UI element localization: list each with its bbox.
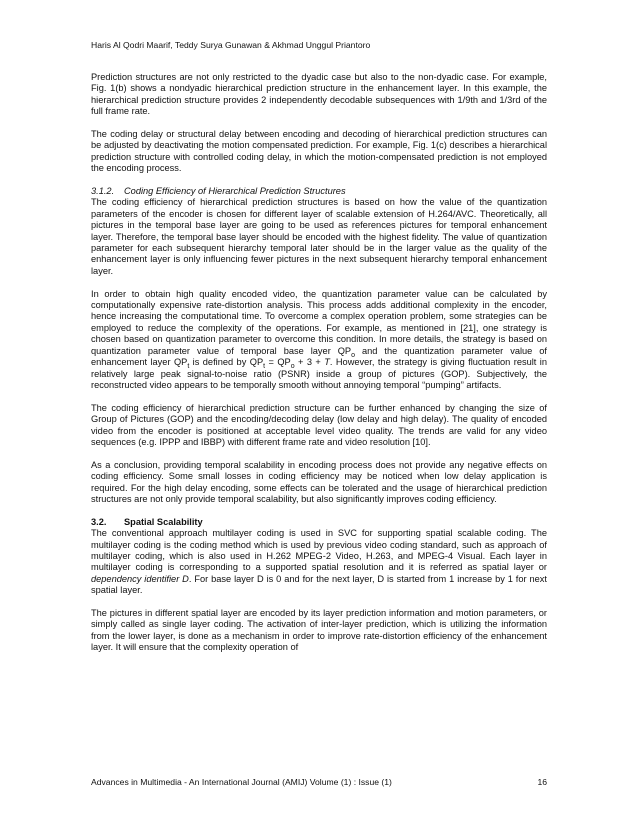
page-number: 16 — [537, 777, 547, 787]
body-text — [91, 72, 547, 654]
document-page — [91, 0, 547, 826]
paragraph-multilayer — [91, 528, 547, 596]
paragraph-coding-efficiency: The coding efficiency of hierarchical prediction structures is based on how the value of the quantization parameters of the encoder is chosen for different layer of scalable extension of H.264/AVC. Theoretically, all pictures in the temporal base layer are going to be used as references pictures for temporal enhancement layer. Therefore, the temporal base layer should be encoded with the highest fidelity. The value of quantization parameter for each subsequent hierarchy temporal later should be in the larger value as the quality of the enhancement layer is only influencing fewer pictures in the next subsequent hierarchy temporal enhancement layer. — [91, 197, 547, 276]
subsection-number: 3.1.2. — [91, 186, 115, 197]
section-heading-3-2 — [91, 517, 547, 528]
running-footer — [91, 777, 547, 787]
subsection-title: Coding Efficiency of Hierarchical Prediction Structures — [124, 186, 346, 197]
italic-variable-t: T — [324, 357, 330, 368]
subscript-t: t — [187, 362, 190, 370]
paragraph-nondyadic: Prediction structures are not only restricted to the dyadic case but also to the non-dyadic case. For example, Fig. 1(b) shows a nondyadic hierarchical prediction structure in the enhancement layer. In this example, the hierarchical prediction structure provides 2 independently decodable subsequences with 1/9th and 1/3rd of the full frame rate. — [91, 72, 547, 117]
subsection-heading-3-1-2 — [91, 186, 547, 197]
subscript-t: t — [263, 362, 266, 370]
text-run: In order to obtain high quality encoded video, the quantization parameter value can be calculated by computationally expensive rate-distortion analysis. This process adds additional complexity in the encoder, hence increasing the computational time. To overcome a complex operation problem, some strategies can be employed to reduce the complexity of the operations. For example, as mentioned in [21], one strategy is chosen based on quantization parameter to overcome this condition. In more details, the strategy is based on quantization parameter value of temporal base layer QP — [91, 288, 547, 356]
subscript-o: o — [351, 351, 356, 359]
text-run: . However, the strategy is giving fluctuation result in relatively large peak signal-to-noise ratio (PSNR) inside a group of pictures (GOP). Subjectively, the reconstructed video appears to be temporally smooth without annoying temporal “pumping” artifacts. — [91, 357, 547, 390]
running-header-authors: Haris Al Qodri Maarif, Teddy Surya Gunawan & Akhmad Unggul Priantoro — [91, 40, 371, 50]
paragraph-quantization — [91, 289, 547, 392]
subscript-o: o — [290, 362, 295, 370]
text-run: The conventional approach multilayer coding is used in SVC for supporting spatial scalable coding. The multilayer coding is the coding method which is used by previous video coding standard, such as approach of multilayer coding, which is also used in H.262 MPEG-2 Video, H.263, and MPEG-4 Visual. Each layer in multilayer coding is corresponding to a supported spatial resolution and it is referred as spatial layer or — [91, 528, 547, 573]
footer-journal: Advances in Multimedia - An International Journal (AMIJ) Volume (1) : Issue (1) — [91, 777, 392, 787]
section-title: Spatial Scalability — [124, 516, 203, 527]
text-run: + 3 + — [294, 357, 325, 368]
section-number: 3.2. — [91, 516, 107, 527]
paragraph-spatial-layers: The pictures in different spatial layer are encoded by its layer prediction information and motion parameters, or simply called as single layer coding. The activation of inter-layer prediction, which is utilizing the information from the lower layer, is done as a mechanism in order to improve rate-distortion efficiency of the enhancement layer. It will ensure that the complexity operation of — [91, 607, 547, 653]
italic-term: dependency identifier D — [91, 573, 189, 584]
paragraph-conclusion: As a conclusion, providing temporal scalability in encoding process does not provide any negative effects on coding efficiency. Some small losses in coding efficiency may be noticed when low delay application is required. For the high delay encoding, some effects can be tolerated and the usage of hierarchical prediction structures are not only provide temporal scalability, but also significantly improves coding efficiency. — [91, 459, 547, 504]
text-run: is defined by QP — [189, 357, 264, 368]
paragraph-gop: The coding efficiency of hierarchical prediction structure can be further enhanced by changing the size of Group of Pictures (GOP) and the encoding/decoding delay (low delay and high delay). The quality of encoded video from the encoder is positioned at acceptable level video quality. The trends are valid for any video sequences (e.g. IPPP and IBBP) with different frame rate and video resolution [10]. — [91, 402, 547, 447]
text-run: and the quantization parameter value of enhancement layer QP — [91, 345, 547, 368]
text-run: = QP — [265, 357, 291, 368]
paragraph-coding-delay: The coding delay or structural delay between encoding and decoding of hierarchical prediction structures can be adjusted by deactivating the motion compensated prediction. For example, Fig. 1(c) describes a hierarchical prediction structure with controlled coding delay, in which the motion-compensated prediction is not employed the encoding process. — [91, 129, 547, 174]
text-run: . For base layer D is 0 and for the next layer, D is started from 1 increase by 1 for next spatial layer. — [91, 573, 547, 596]
